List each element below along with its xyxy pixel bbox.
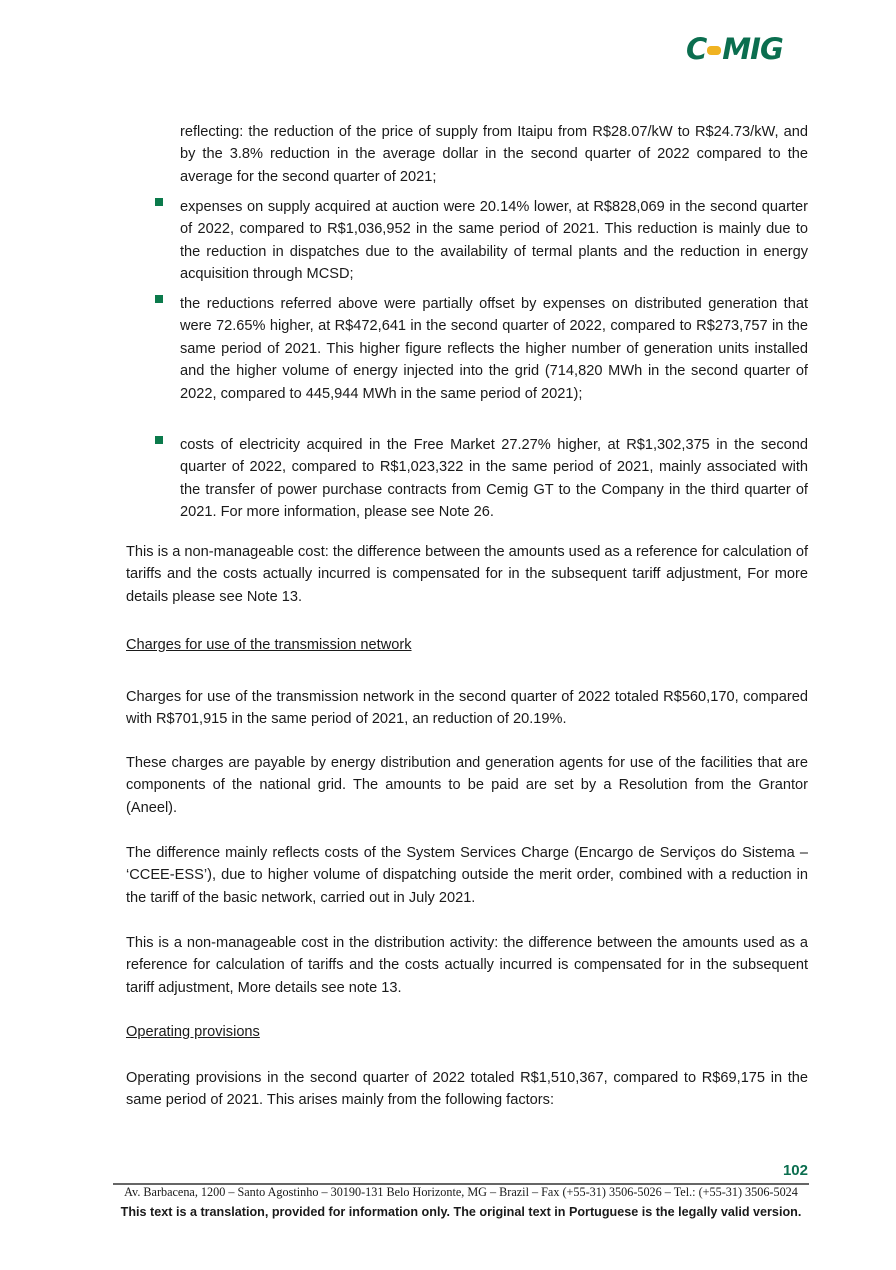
- footer-disclaimer: This text is a translation, provided for information only. The original text in Portuguese is the legally valid version.: [120, 1205, 802, 1219]
- cemig-logo: C MIG: [686, 32, 783, 66]
- paragraph: This is a non-manageable cost in the distribution activity: the difference between the amounts used as a reference for calculation of tariffs and the costs actually incurred is compensated for in the subsequent tariff adjustment, More details see note 13.: [126, 935, 808, 996]
- paragraph: Operating provisions in the second quarter of 2022 totaled R$1,510,367, compared to R$69,175 in the same period of 2021. This arises mainly from the following factors:: [126, 1070, 808, 1109]
- bullet-item: the reductions referred above were partially offset by expenses on distributed generation that were 72.65% higher, at R$472,641 in the second quarter of 2022, compared to R$273,757 in the same period of 2021. This higher figure reflects the higher number of generation units installed and the higher volume of energy injected into the grid (714,820 MWh in the second quarter of 2022, compared to 445,944 MWh in the same period of 2021);: [180, 296, 808, 402]
- section-heading-operating-provisions: Operating provisions: [126, 1024, 260, 1040]
- bullet-icon: [155, 295, 163, 303]
- bullet-icon: [155, 436, 163, 444]
- bullet-item: expenses on supply acquired at auction were 20.14% lower, at R$828,069 in the second quarter of 2022, compared to R$1,036,952 in the same period of 2021. This reduction is mainly due to the reduction in dispatches due to the availability of termal plants and the reduction in energy acquisition through MCSD;: [180, 199, 808, 283]
- section-heading-transmission: Charges for use of the transmission network: [126, 637, 412, 653]
- bullet-icon: [155, 198, 163, 206]
- paragraph: This is a non-manageable cost: the difference between the amounts used as a reference for calculation of tariffs and the costs actually incurred is compensated for in the subsequent tariff adjustment, For more details please see Note 13.: [126, 544, 808, 605]
- paragraph-continued: reflecting: the reduction of the price of supply from Itaipu from R$28.07/kW to R$24.73/kW, and by the 3.8% reduction in the average dollar in the second quarter of 2022 compared to the average for the second quarter of 2021;: [180, 124, 808, 185]
- paragraph: These charges are payable by energy distribution and generation agents for use of the facilities that are components of the national grid. The amounts to be paid are set by a Resolution from the Grantor (Aneel).: [126, 755, 808, 816]
- page-number: 102: [782, 1162, 808, 1179]
- bullet-item: costs of electricity acquired in the Free Market 27.27% higher, at R$1,302,375 in the second quarter of 2022, compared to R$1,023,322 in the same period of 2021, mainly associated with the transfer of power purchase contracts from Cemig GT to the Company in the third quarter of 2021. For more information, please see Note 26.: [180, 437, 808, 521]
- footer-address: Av. Barbacena, 1200 – Santo Agostinho – 30190-131 Belo Horizonte, MG – Brazil – Fax (+55-31) 3506-5026 – Tel.: (+55-31) 3506-5024: [124, 1185, 798, 1199]
- paragraph: The difference mainly reflects costs of the System Services Charge (Encargo de Serviços do Sistema – ‘CCEE-ESS’), due to higher volume of dispatching outside the merit order, combined with a reduction in the tariff of the basic network, carried out in July 2021.: [126, 845, 808, 906]
- paragraph: Charges for use of the transmission network in the second quarter of 2022 totaled R$560,170, compared with R$701,915 in the same period of 2021, an reduction of 20.19%.: [126, 689, 808, 728]
